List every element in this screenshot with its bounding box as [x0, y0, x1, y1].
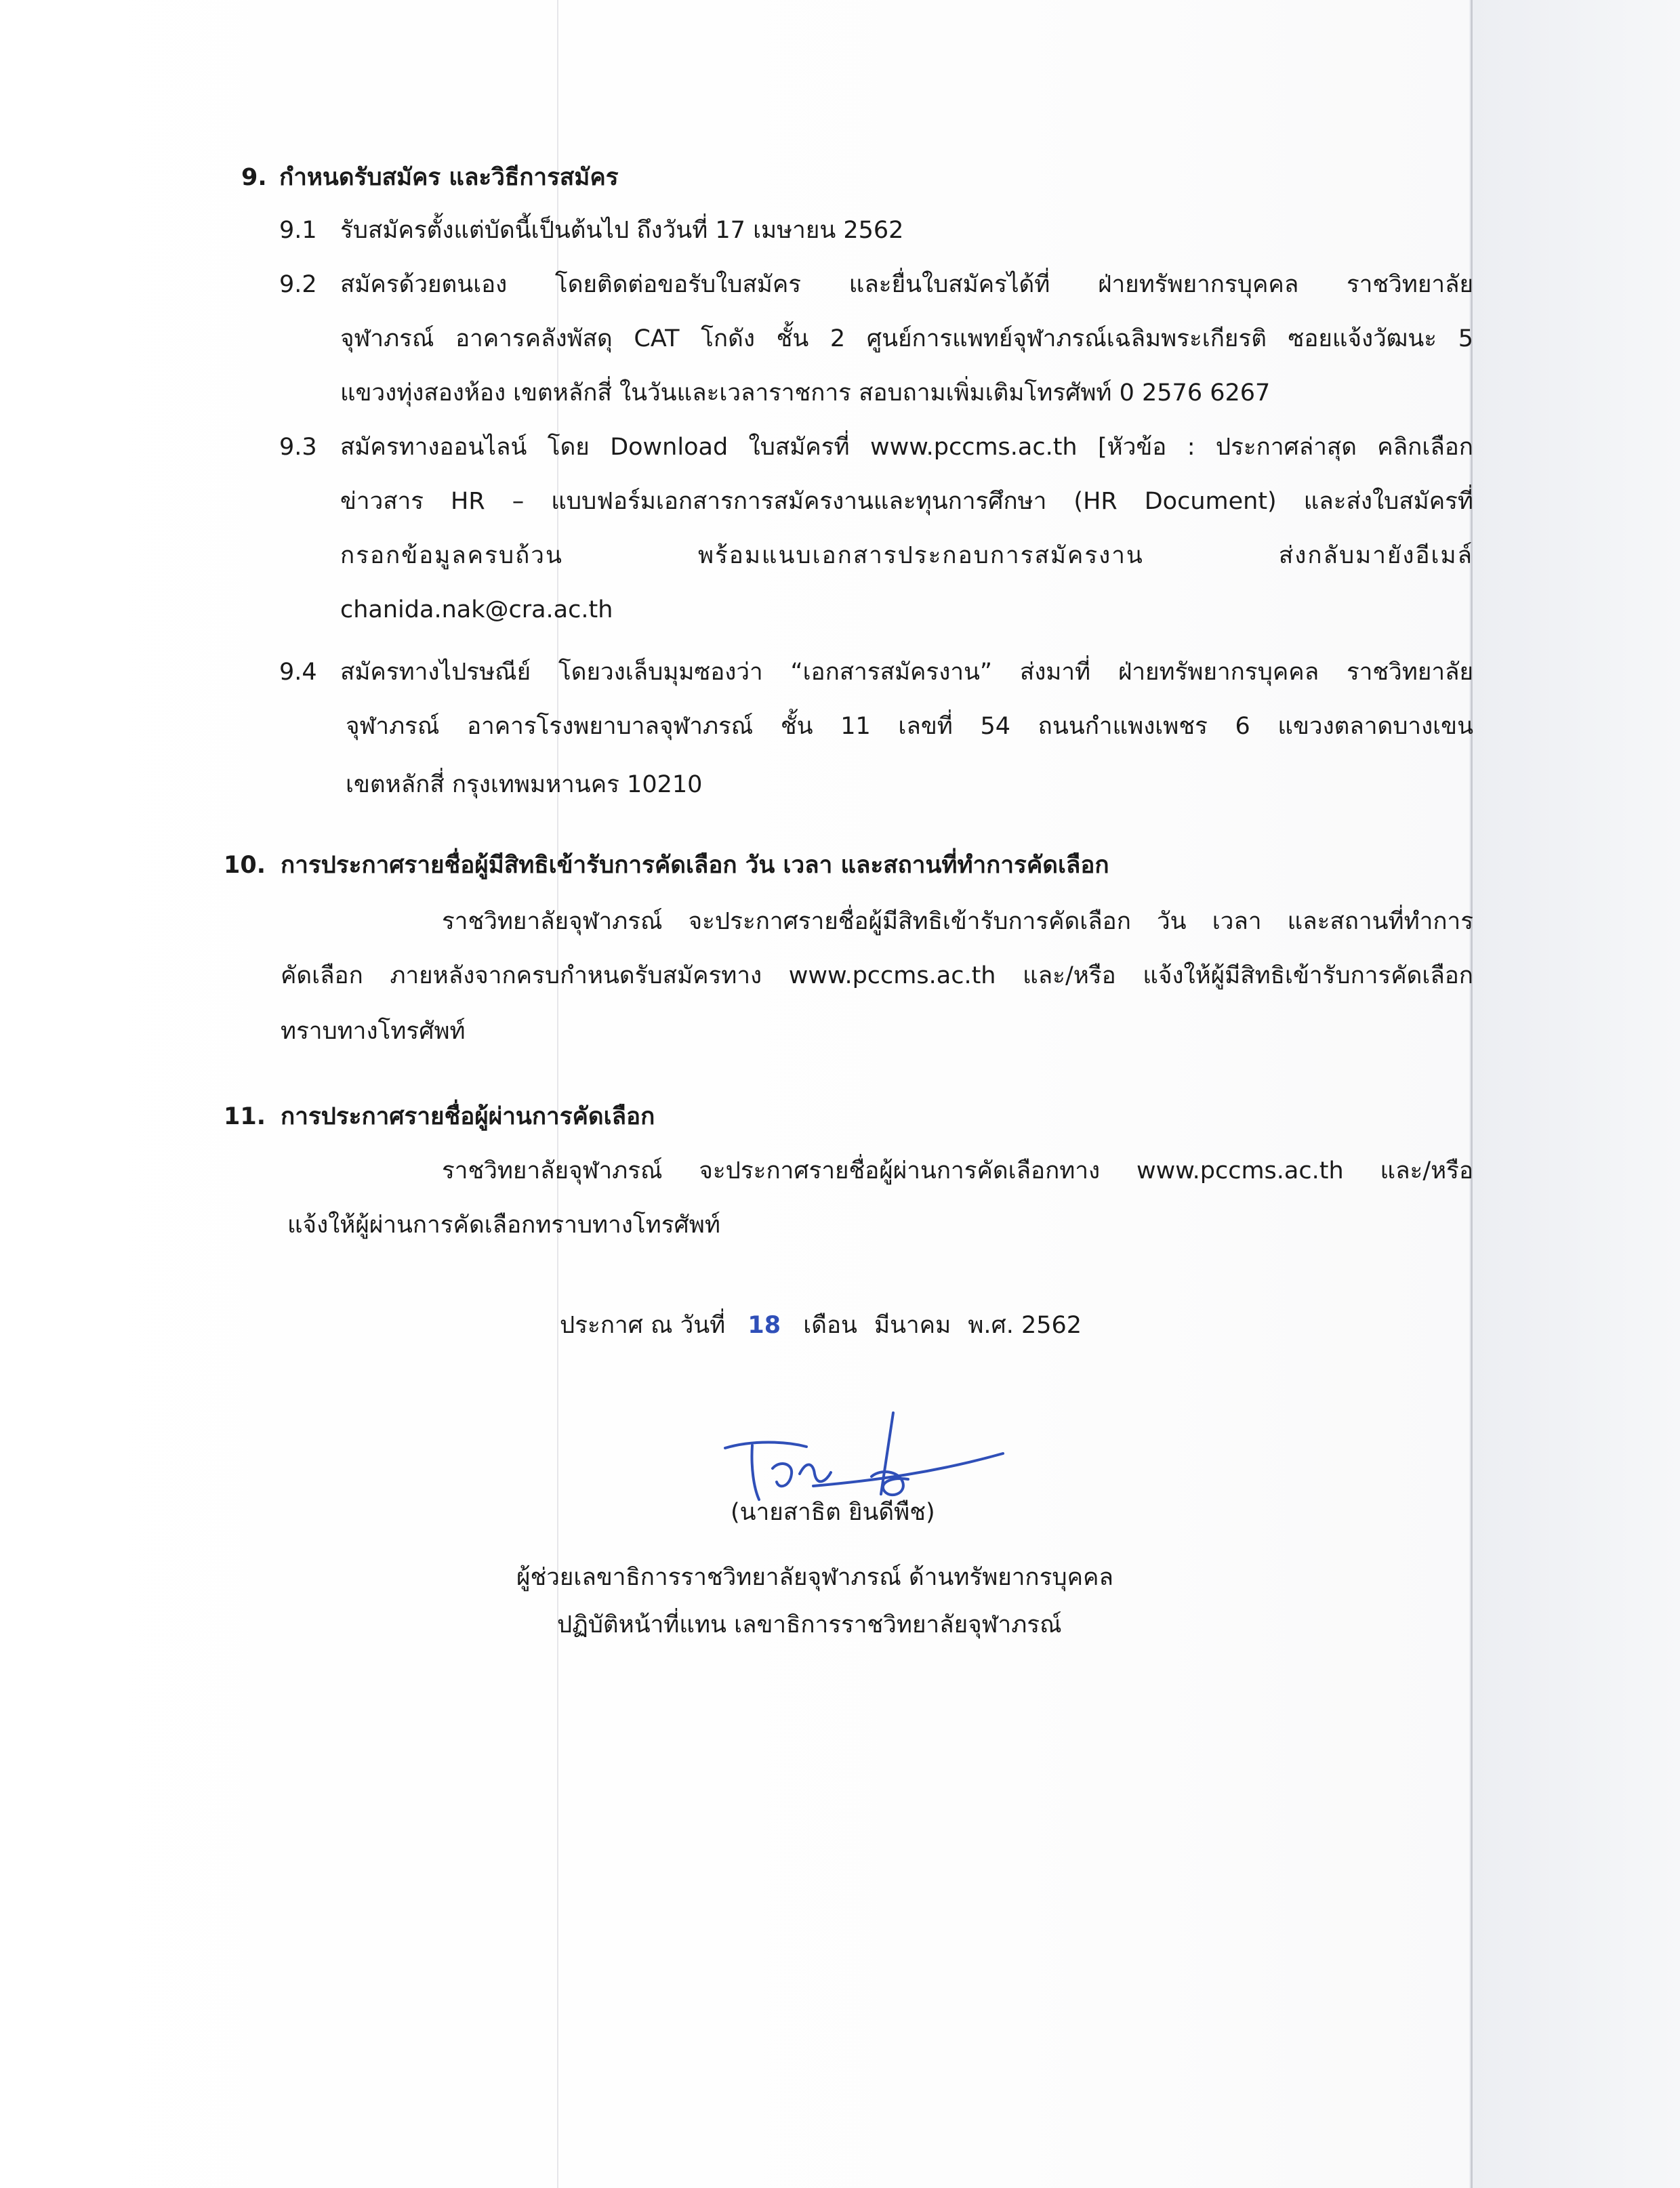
item-9-2-line-3: แขวงทุ่งสองห้อง เขตหลักสี่ ในวันและเวลาราชการ สอบถามเพิ่มเติมโทรศัพท์ 0 2576 6267: [340, 379, 1271, 407]
announcement-month: มีนาคม: [874, 1312, 951, 1339]
section-11-heading: การประกาศรายชื่อผู้ผ่านการคัดเลือก: [281, 1103, 655, 1130]
section-10-line-3: ทราบทางโทรศัพท์: [281, 1018, 466, 1045]
item-9-3-line-2: ข่าวสาร HR – แบบฟอร์มเอกสารการสมัครงานและทุนการศึกษา (HR Document) และส่งใบสมัครที่: [340, 488, 1473, 515]
item-9-2-line-1: สมัครด้วยตนเอง โดยติดต่อขอรับใบสมัคร และยื่นใบสมัครได้ที่ ฝ่ายทรัพยากรบุคคล ราชวิทยาลัย: [340, 271, 1473, 298]
item-9-3-line-4: chanida.nak@cra.ac.th: [340, 596, 613, 623]
announcement-day: 18: [747, 1312, 781, 1339]
item-9-3-number: 9.3: [279, 434, 317, 461]
item-9-3-line-3: กรอกข้อมูลครบถ้วน พร้อมแนบเอกสารประกอบการสมัครงาน ส่งกลับมายังอีเมล์: [340, 542, 1473, 569]
section-10-number: 10.: [224, 852, 266, 879]
section-10-line-2: คัดเลือก ภายหลังจากครบกำหนดรับสมัครทาง www.pccms.ac.th และ/หรือ แจ้งให้ผู้มีสิทธิเข้ารับการคัดเลือก: [281, 962, 1473, 989]
section-11-line-1: ราชวิทยาลัยจุฬาภรณ์ จะประกาศรายชื่อผู้ผ่านการคัดเลือกทาง www.pccms.ac.th และ/หรือ: [442, 1157, 1473, 1184]
item-9-1-number: 9.1: [279, 217, 317, 244]
announcement-date: [560, 1310, 1082, 1340]
section-10-line-1: ราชวิทยาลัยจุฬาภรณ์ จะประกาศรายชื่อผู้มีสิทธิเข้ารับการคัดเลือก วัน เวลา และสถานที่ทำการ: [442, 908, 1473, 935]
item-9-4-line-2: จุฬาภรณ์ อาคารโรงพยาบาลจุฬาภรณ์ ชั้น 11 เลขที่ 54 ถนนกำแพงเพชร 6 แขวงตลาดบางเขน: [346, 713, 1473, 740]
section-11-line-2: แจ้งให้ผู้ผ่านการคัดเลือกทราบทางโทรศัพท์: [287, 1212, 720, 1239]
signer-name: (นายสาธิต ยินดีพืช): [731, 1499, 935, 1526]
announcement-prefix: ประกาศ ณ วันที่: [560, 1312, 726, 1339]
item-9-2-number: 9.2: [279, 271, 317, 298]
section-9-number: 9.: [241, 164, 267, 191]
section-11-number: 11.: [224, 1103, 266, 1130]
section-10-heading: การประกาศรายชื่อผู้มีสิทธิเข้ารับการคัดเลือก วัน เวลา และสถานที่ทำการคัดเลือก: [281, 852, 1109, 879]
item-9-3-line-1: สมัครทางออนไลน์ โดย Download ใบสมัครที่ www.pccms.ac.th [หัวข้อ : ประกาศล่าสุด คลิกเลือก: [340, 434, 1473, 461]
signature-stroke-4: [813, 1453, 1003, 1486]
item-9-4-line-3: เขตหลักสี่ กรุงเทพมหานคร 10210: [346, 771, 703, 798]
signature-stroke-2: [800, 1464, 831, 1481]
item-9-1-line-1: รับสมัครตั้งแต่บัดนี้เป็นต้นไป ถึงวันที่ 17 เมษายน 2562: [340, 217, 904, 244]
signer-acting: ปฏิบัติหน้าที่แทน เลขาธิการราชวิทยาลัยจุฬาภรณ์: [557, 1611, 1062, 1638]
item-9-4-line-1: สมัครทางไปรษณีย์ โดยวงเล็บมุมซองว่า “เอกสารสมัครงาน” ส่งมาที่ ฝ่ายทรัพยากรบุคคล ราชวิทยาลัย: [340, 659, 1474, 686]
item-9-2-line-2: จุฬาภรณ์ อาคารคลังพัสดุ CAT โกดัง ชั้น 2 ศูนย์การแพทย์จุฬาภรณ์เฉลิมพระเกียรติ ซอยแจ้งวัฒนะ 5: [340, 325, 1473, 352]
item-9-4-number: 9.4: [279, 659, 317, 686]
signer-position: ผู้ช่วยเลขาธิการราชวิทยาลัยจุฬาภรณ์ ด้านทรัพยากรบุคคล: [516, 1564, 1113, 1591]
section-9-heading: กำหนดรับสมัคร และวิธีการสมัคร: [279, 164, 619, 191]
announcement-month-label: เดือน: [803, 1312, 857, 1339]
signature-stroke-1: [725, 1443, 806, 1500]
signature-stroke-3: [872, 1413, 908, 1495]
page-edge-shadow: [1469, 0, 1680, 2188]
announcement-year: พ.ศ. 2562: [968, 1312, 1082, 1339]
